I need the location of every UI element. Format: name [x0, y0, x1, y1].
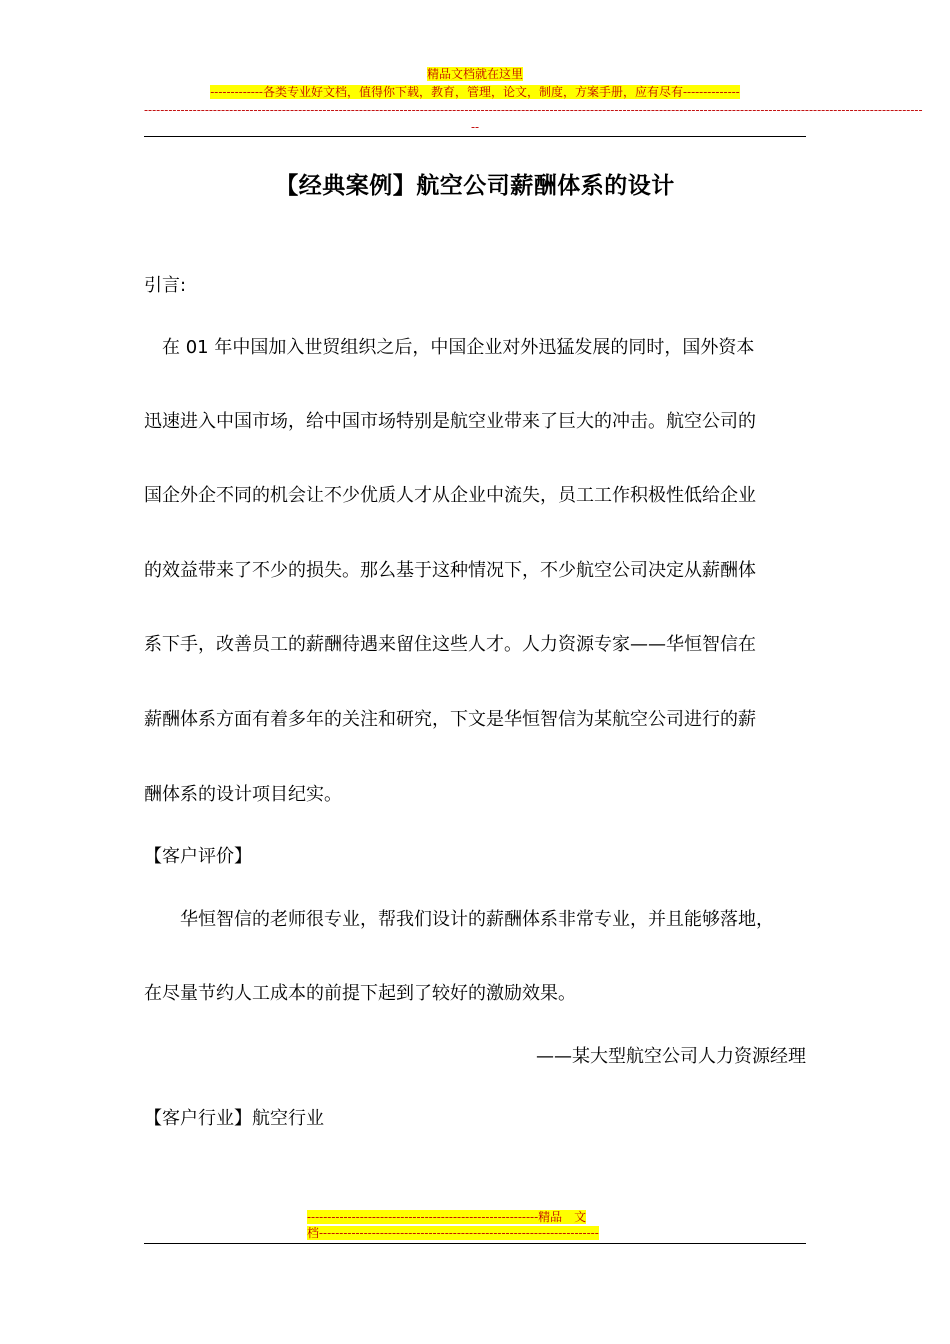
header-watermark-slogan-text: -------------各类专业好文档，值得你下载，教育，管理，论文，制度，方案手册，应有尽有--------------	[210, 85, 740, 99]
header-watermark-title	[0, 66, 950, 82]
footer-watermark-line1-text: ---------------------------------------------------------精品 文	[307, 1210, 587, 1224]
review-line: 华恒智信的老师很专业，帮我们设计的薪酬体系非常专业，并且能够落地，	[144, 909, 774, 930]
intro-line: 在 01 年中国加入世贸组织之后，中国企业对外迅猛发展的同时，国外资本	[144, 337, 755, 358]
review-label: 【客户评价】	[144, 846, 252, 867]
footer-watermark-line1	[307, 1209, 647, 1225]
client-industry: 【客户行业】航空行业	[144, 1108, 324, 1129]
intro-line: 酬体系的设计项目纪实。	[144, 784, 342, 805]
intro-line: 的效益带来了不少的损失。那么基于这种情况下，不少航空公司决定从薪酬体	[144, 560, 756, 581]
intro-label: 引言:	[144, 275, 187, 296]
footer-watermark	[307, 1209, 647, 1241]
header-watermark-title-text: 精品文档就在这里	[426, 67, 523, 81]
footer-rule	[144, 1243, 806, 1244]
footer-watermark-line2	[307, 1225, 647, 1241]
footer-watermark-line2-text: 档---------------------------------------------------------------------	[307, 1226, 599, 1240]
header-watermark-slogan	[0, 84, 950, 100]
review-line: 在尽量节约人工成本的前提下起到了较好的激励效果。	[144, 983, 576, 1004]
review-source: ——某大型航空公司人力资源经理	[536, 1046, 806, 1067]
header-rule	[144, 136, 806, 137]
intro-line: 系下手，改善员工的薪酬待遇来留住这些人才。人力资源专家——华恒智信在	[144, 634, 756, 655]
intro-line: 薪酬体系方面有着多年的关注和研究，下文是华恒智信为某航空公司进行的薪	[144, 709, 756, 730]
header-dash-line: ------------------------------------------------------------------------------------------------------------------------------------------------------------------------------------------------	[144, 103, 923, 117]
intro-line: 国企外企不同的机会让不少优质人才从企业中流失，员工工作积极性低给企业	[144, 485, 756, 506]
intro-line: 迅速进入中国市场，给中国市场特别是航空业带来了巨大的冲击。航空公司的	[144, 411, 756, 432]
header-dash-tail: --	[470, 120, 480, 134]
document-title: 【经典案例】航空公司薪酬体系的设计	[275, 173, 675, 199]
